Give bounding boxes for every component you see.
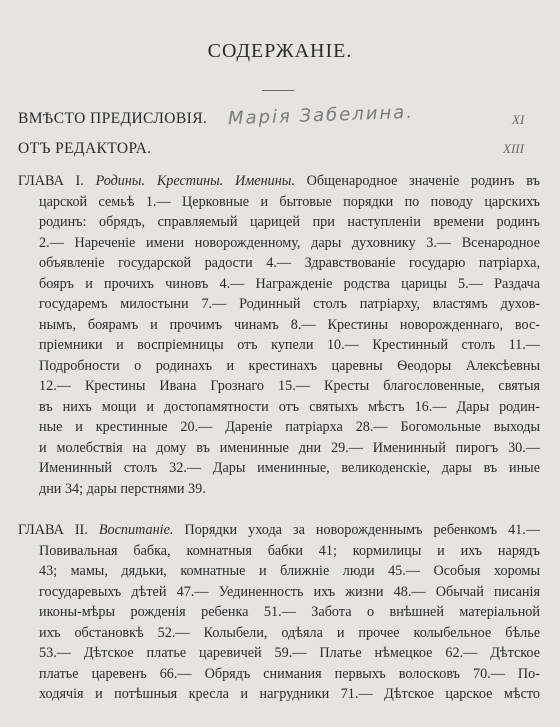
chapter-2-line: 43; мамы, дядьки, комнатные и ближніе люди 45.— Особыя хоромы: [39, 563, 540, 579]
chapter-1-line: 12.— Крестины Ивана Грознаго 15.— Кресты благословенные, святыя: [39, 378, 540, 394]
chapter-1: [18, 171, 540, 499]
chapter-2-line: иконы-мѣры рожденія ребенка 51.— Забота о внѣшней матеріальной: [39, 604, 540, 620]
chapter-1-line: нымъ, боярамъ и прочимъ чинамъ 8.— Крестины новорожденнаго, вос-: [39, 316, 540, 333]
chapter-2-line: ходячія и потѣшныя кресла и нагрудники 71.— Дѣтское царское мѣсто: [39, 686, 540, 702]
chapter-1-first-line: Общенародное значеніе родинъ въ: [306, 173, 540, 189]
preface-page-number: XI: [512, 112, 525, 127]
chapter-1-line: бояръ и прочихъ чиновъ 4.— Награжденіе родства царицы 5.— Раздача: [39, 275, 540, 292]
chapter-1-line: государемъ милостыни 7.— Родинный столъ патріарху, властямъ духов-: [39, 296, 540, 312]
chapter-1-line: объявленіе государской радости 4.— Здравствованіе государю патріарха,: [39, 255, 540, 271]
chapter-1-line: Подробности о родинахъ и крестинахъ царевны Ѳеодоры Алексѣевны: [39, 357, 540, 374]
chapter-2-title: Воспитаніе.: [98, 522, 174, 538]
chapter-1-line: родинъ: обрядъ, справляемый царицей при наступленіи времени родинъ: [39, 214, 540, 230]
chapter-1-line: пріемники и воспріемницы отъ купели 10.— Крестинный столъ 11.—: [39, 337, 540, 353]
chapter-2-label: ГЛАВА II.: [18, 522, 88, 538]
chapter-2-line: Повивальная бабка, комнатныя бабки 41; кормилицы и ихъ нарядъ: [39, 542, 540, 559]
chapter-1-line: ные и крестинные 20.— Дареніе патріарха 28.— Богомольные выходы: [39, 419, 540, 435]
chapter-1-line: 2.— Нареченіе имени новорожденному, дары духовнику 3.— Всенародное: [39, 234, 540, 251]
page-title: СОДЕРЖАНІЕ.: [207, 40, 353, 62]
chapter-2: [18, 520, 540, 705]
chapter-1-line: царской семьѣ 1.— Церковные и бытовые порядки по поводу царскихъ: [39, 193, 540, 210]
front-matter-preface: ВМѢСТО ПРЕДИСЛОВІЯ.: [18, 110, 208, 127]
chapter-2-line: государевыхъ дѣтей 47.— Уединенность ихъ жизни 48.— Обычай писанія: [39, 583, 540, 600]
chapter-2-line: ихъ обстановкѣ 52.— Колыбели, одѣяла и прочее колыбельное бѣлье: [39, 624, 540, 641]
chapter-1-label: ГЛАВА I.: [18, 173, 84, 189]
chapter-1-line: Именинный столъ 32.— Дары именинные, великоденскіе, дары въ иные: [39, 460, 540, 476]
chapter-2-first-line: Порядки ухода за новорожденнымъ ребенкомъ 41.—: [184, 522, 540, 538]
front-matter-editor: ОТЪ РЕДАКТОРА.: [18, 140, 152, 157]
handwritten-annotation: Марія Забелина.: [227, 101, 415, 130]
chapter-1-heading-line: [18, 171, 540, 192]
chapter-2-heading-line: [18, 520, 540, 541]
chapter-1-line: и молебствія на дому въ именинные дни 29.— Именинный пирогъ 30.—: [39, 439, 540, 456]
chapter-1-line: въ нихъ мощи и достопамятности отъ святыхъ мѣстъ 16.— Дары родин-: [39, 398, 540, 415]
title-rule: [262, 90, 294, 91]
chapter-2-line: 53.— Дѣтское платье царевичей 59.— Платье нѣмецкое 62.— Дѣтское: [39, 645, 540, 661]
chapter-1-title: Родины. Крестины. Именины.: [95, 173, 295, 189]
chapter-2-line: платье царевенъ 66.— Обрядъ снимания первыхъ волосковъ 70.— По-: [39, 665, 540, 682]
chapter-1-line: дни 34; дары перстнями 39.: [39, 480, 206, 497]
editor-page-number: XIII: [503, 141, 524, 156]
